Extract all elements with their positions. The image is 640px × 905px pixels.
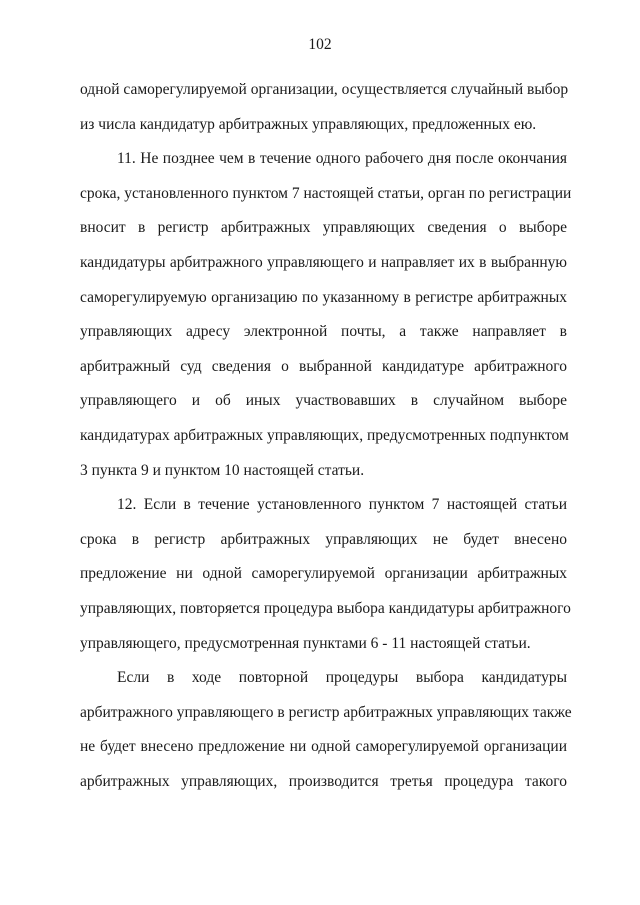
text-line: предложение ни одной саморегулируемой организации арбитражных bbox=[80, 565, 567, 583]
text-line: 3 пункта 9 и пунктом 10 настоящей статьи. bbox=[80, 461, 365, 479]
text-line: срока, установленного пунктом 7 настоящей статьи, орган по регистрации bbox=[80, 184, 572, 202]
text-line: вносит в регистр арбитражных управляющих сведения о выборе bbox=[80, 219, 567, 237]
text-line: Если в ходе повторной процедуры выбора кандидатуры bbox=[117, 669, 567, 687]
text-line: одной саморегулируемой организации, осуществляется случайный выбор bbox=[80, 81, 569, 98]
text-line: управляющего, предусмотренная пунктами 6 - 11 настоящей статьи. bbox=[80, 634, 531, 652]
text-line: не будет внесено предложение ни одной саморегулируемой организации bbox=[80, 738, 567, 756]
text-line: 12. Если в течение установленного пунктом 7 настоящей статьи bbox=[117, 496, 567, 514]
document-body bbox=[80, 73, 572, 799]
text-line: 11. Не позднее чем в течение одного рабочего дня после окончания bbox=[117, 150, 567, 168]
text-line: саморегулируемую организацию по указанному в регистре арбитражных bbox=[80, 288, 567, 306]
text-line: арбитражных управляющих, производится третья процедура такого bbox=[80, 772, 567, 790]
text-line: из числа кандидатур арбитражных управляющих, предложенных ею. bbox=[80, 115, 537, 133]
text-line: управляющих, повторяется процедура выбора кандидатуры арбитражного bbox=[80, 599, 571, 617]
text-line: кандидатуры арбитражного управляющего и направляет их в выбранную bbox=[80, 253, 567, 271]
text-line: управляющих адресу электронной почты, а также направляет в bbox=[80, 323, 567, 341]
text-line: арбитражный суд сведения о выбранной кандидатуре арбитражного bbox=[80, 357, 567, 375]
text-line: кандидатурах арбитражных управляющих, предусмотренных подпунктом bbox=[80, 426, 569, 444]
page-number: 102 bbox=[308, 36, 332, 53]
text-line: срока в регистр арбитражных управляющих не будет внесено bbox=[80, 530, 567, 548]
text-line: управляющего и об иных участвовавших в случайном выборе bbox=[80, 392, 567, 410]
text-line: арбитражного управляющего в регистр арбитражных управляющих также bbox=[80, 703, 572, 721]
